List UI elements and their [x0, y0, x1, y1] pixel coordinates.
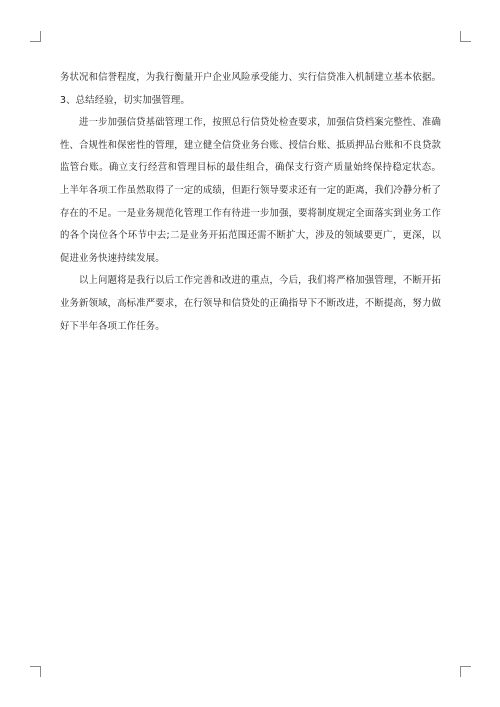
- crop-mark-bottom-right: [460, 666, 471, 677]
- crop-mark-bottom-left: [30, 666, 41, 677]
- paragraph-conclusion: 以上问题将是我行以后工作完善和改进的重点，今后，我们将严格加强管理，不断开拓业务新领域，高标准严要求，在行领导和信贷处的正确指导下不断改进，不断提高，努力做好下半年各项工作任务。: [60, 275, 442, 332]
- paragraph-credit-management: 进一步加强信贷基础管理工作，按照总行信贷处检查要求，加强信贷档案完整性、准确性、合规性和保密性的管理，建立健全信贷业务台账、授信台账、抵质押品台账和不良贷款监管台账。确立支行经营和管理目标的最佳组合，确保支行资产质量始终保持稳定状态。 上半年各项工作虽然取得了一定的成绩，但距行领导要求还有一定的距离，我们冷静分析了存在的不足。一是业务规范化管理工作有待进一步加强，要将制度规定全面落实到业务工作的各个岗位各个环节中去;二是业务开拓范围还需不断扩大，涉及的领域要更广，更深，以促进业务快速持续发展。: [60, 117, 442, 264]
- document-body: [60, 67, 441, 338]
- crop-mark-top-left: [30, 31, 41, 42]
- crop-mark-top-right: [460, 31, 471, 42]
- paragraph-continued: 务状况和信誉程度，为我行衡量开户企业风险承受能力、实行信贷准入机制建立基本依据。 3、总结经验，切实加强管理。: [60, 72, 442, 106]
